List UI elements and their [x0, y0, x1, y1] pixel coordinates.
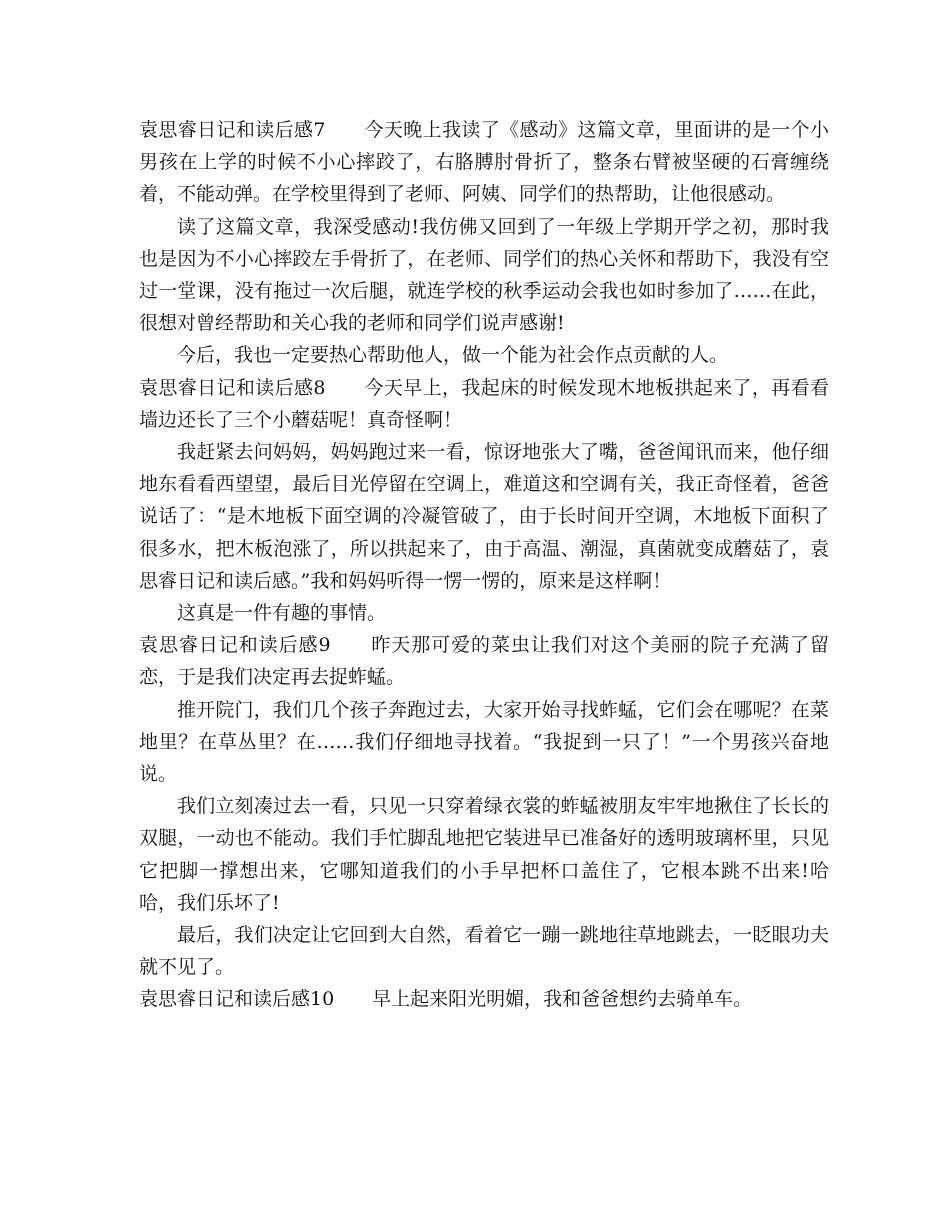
entry-8-paragraph-3: 这真是一件有趣的事情。: [177, 602, 387, 625]
entry-10-heading-paragraph: 袁思睿日记和读后感10 早上起来阳光明媚，我和爸爸想约去骑单车。: [139, 988, 753, 1011]
entry-7-heading-paragraph: 袁思睿日记和读后感7 今天晚上我读了《感动》这篇文章，里面讲的是一个小男孩在上学的时候不小心摔跤了，右胳膊肘骨折了，整条右臂被坚硬的石膏缠绕着，不能动弹。在学校里得到了老师、阿姨、同学们的热帮助，让他很感动。: [139, 119, 829, 206]
document-body: [139, 114, 829, 1016]
entry-8-paragraph-2: 我赶紧去问妈妈，妈妈跑过来一看，惊讶地张大了嘴，爸爸闻讯而来，他仔细地东看看西望望，最后目光停留在空调上，难道这和空调有关，我正奇怪着，爸爸说话了：“是木地板下面空调的冷凝管破了，由于长时间开空调，木地板下面积了很多水，把木板泡涨了，所以拱起来了，由于高温、潮湿，真菌就变成蘑菇了，袁思睿日记和读后感。”我和妈妈听得一愣一愣的，原来是这样啊！: [139, 441, 829, 592]
entry-9-paragraph-4: 最后，我们决定让它回到大自然，看着它一蹦一跳地往草地跳去，一眨眼功夫就不见了。: [139, 924, 829, 979]
entry-7-paragraph-3: 今后，我也一定要热心帮助他人，做一个能为社会作点贡献的人。: [177, 344, 729, 367]
entry-9-heading-paragraph: 袁思睿日记和读后感9 昨天那可爱的菜虫让我们对这个美丽的院子充满了留恋，于是我们决定再去捉蚱蜢。: [139, 634, 829, 689]
entry-9-paragraph-2: 推开院门，我们几个孩子奔跑过去，大家开始寻找蚱蜢，它们会在哪呢？在菜地里？在草丛里？在……我们仔细地寻找着。“我捉到一只了！”一个男孩兴奋地说。: [139, 698, 829, 786]
entry-9-paragraph-3: 我们立刻凑过去一看，只见一只穿着绿衣裳的蚱蜢被朋友牢牢地揪住了长长的双腿，一动也不能动。我们手忙脚乱地把它装进早已准备好的透明玻璃杯里，只见它把脚一撑想出来，它哪知道我们的小手早把杯口盖住了，它根本跳不出来!哈哈，我们乐坏了!: [139, 795, 829, 914]
entry-8-heading-paragraph: 袁思睿日记和读后感8 今天早上，我起床的时候发现木地板拱起来了，再看看墙边还长了三个小蘑菇呢！真奇怪啊！: [139, 376, 829, 431]
entry-7-paragraph-2: 读了这篇文章，我深受感动!我仿佛又回到了一年级上学期开学之初，那时我也是因为不小心摔跤左手骨折了，在老师、同学们的热心关怀和帮助下，我没有空过一堂课，没有拖过一次后腿，就连学校的秋季运动会我也如时参加了……在此，很想对曾经帮助和关心我的老师和同学们说声感谢!: [139, 215, 829, 335]
